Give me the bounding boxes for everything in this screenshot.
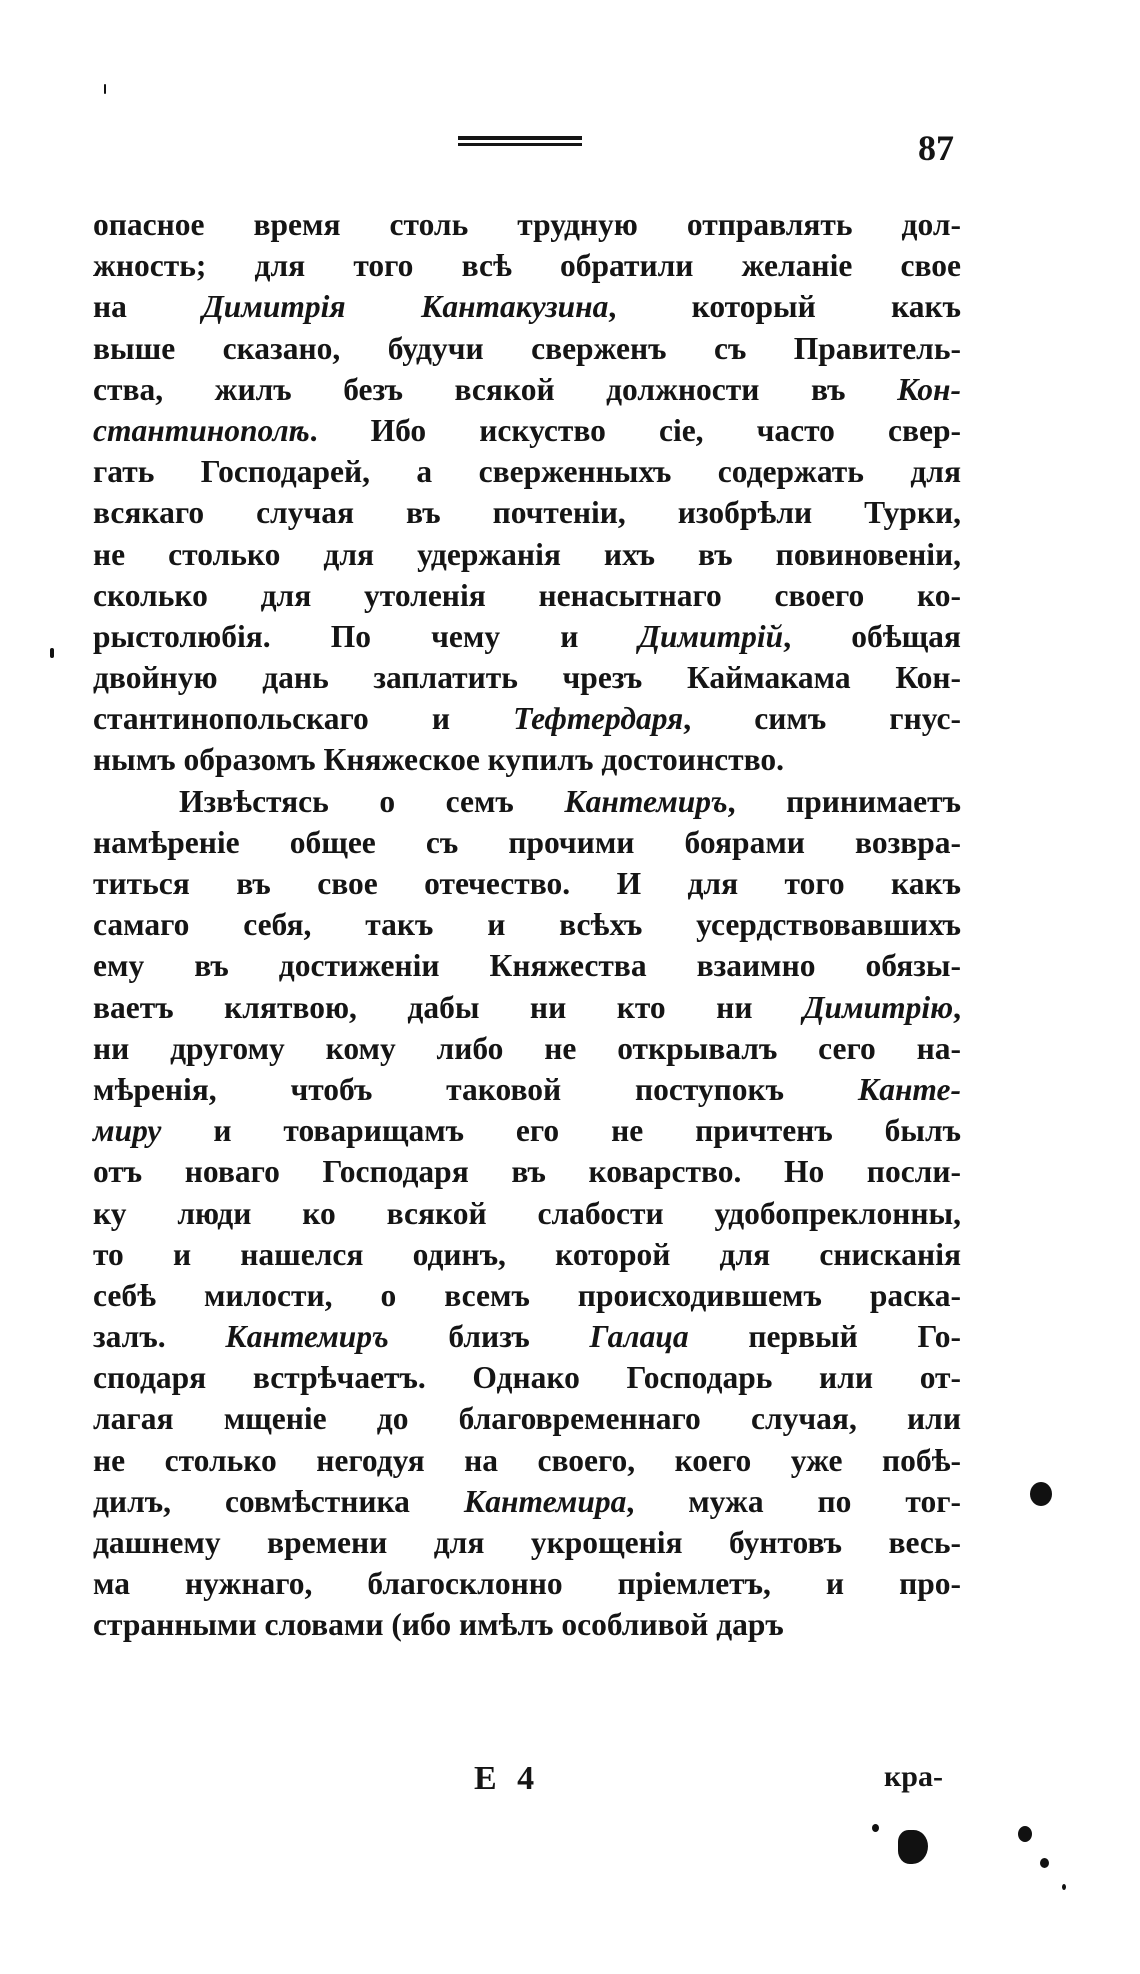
ink-speck [104,84,106,94]
text-run: первый Го- [688,1319,962,1355]
text-line [93,1604,961,1645]
italic-name: Кантемиръ [564,783,728,819]
text-run: . Ибо искуство сiе, часто свер- [309,412,961,448]
text-run: ему въ достиженiи Княжества взаимно обязы- [93,948,961,984]
text-run: не столько для удержанiя ихъ въ повиновенiи, [93,536,961,572]
text-line [93,1151,961,1192]
text-line [93,1357,961,1398]
text-line [93,245,961,286]
text-run: двойную дань заплатить чрезъ Каймакама Кон- [93,660,961,696]
text-run: стантинопольскаго и [93,701,514,737]
text-line [93,1234,961,1275]
italic-name: Кон- [897,371,961,407]
text-line [93,945,961,986]
italic-name: Галаца [589,1319,689,1355]
text-run: залъ. [93,1319,226,1355]
text-run: , обѣщая [783,618,961,654]
text-line [93,1522,961,1563]
text-line [93,1481,961,1522]
text-run: дилъ, совмѣстника [93,1483,464,1519]
text-line [93,822,961,863]
ink-blot [1040,1858,1049,1868]
text-run: на [93,289,203,325]
text-line [93,987,961,1028]
text-run: близъ [388,1319,590,1355]
italic-name: Кантемиръ [225,1319,389,1355]
text-line [93,616,961,657]
catchword: кра- [884,1760,943,1793]
ink-blot [1018,1826,1032,1842]
italic-name: стантинополѣ [93,412,310,448]
text-run: рыстолюбiя. По чему и [93,618,639,654]
text-line [93,204,961,245]
text-line [93,698,961,739]
ink-blot [1062,1884,1066,1890]
text-run: дашнему времени для укрощенiя бунтовъ весь- [93,1525,961,1560]
text-line [93,904,961,945]
text-run: отъ новаго Господаря въ коварство. Но посли- [93,1154,961,1190]
text-line [93,451,961,492]
text-line [93,1563,961,1604]
text-run: и товарищамъ его не причтенъ былъ [161,1113,961,1149]
text-run: , мужа по тог- [626,1483,961,1519]
text-run: опасное время столь трудную отправлять дол- [93,207,961,242]
text-line [93,1398,961,1439]
text-line [93,369,961,410]
text-run: жность; для того всѣ обратили желанiе свое [93,248,961,284]
header-rule [458,136,582,150]
ink-blot [872,1824,879,1832]
text-run: , симъ гнус- [683,701,961,737]
ink-blot [1030,1482,1052,1506]
text-line [93,781,961,822]
text-line [93,410,961,451]
text-run: лагая мщенiе до благовременнаго случая, или [93,1401,961,1437]
italic-name: Димитрiя Кантакузина [202,289,609,325]
text-run: самаго себя, такъ и всѣхъ усердствовавшихъ [93,907,961,943]
italic-name: Кантемира [463,1483,627,1519]
signature-mark: E 4 [474,1760,541,1797]
text-line [93,657,961,698]
text-run: намѣренiе общее съ прочими боярами возвра- [93,824,961,860]
text-run: то и нашелся одинъ, которой для снисканiя [93,1236,961,1272]
italic-name: миру [93,1113,162,1149]
text-run: Извѣстясь о семъ [179,783,565,819]
italic-name: Димитрiй [638,618,784,654]
italic-name: Канте- [857,1071,961,1107]
text-run: , который какъ [608,289,962,325]
text-line [93,1193,961,1234]
text-run: сподаря встрѣчаетъ. Однако Господарь или от- [93,1360,961,1396]
text-line [93,492,961,533]
ink-speck [50,648,54,658]
text-run: титься въ свое отечество. И для того какъ [93,866,961,901]
text-run: ни другому кому либо не открывалъ сего на- [93,1030,961,1066]
text-line [93,739,961,780]
text-run: нымъ образомъ Княжеское купилъ достоинство. [93,742,784,778]
text-line [93,575,961,616]
italic-name: Тефтердаря [513,701,684,737]
text-run: сколько для утоленiя ненасытнаго своего ко- [93,577,961,613]
text-run: , [953,989,961,1025]
text-line [93,534,961,575]
text-run: всякаго случая въ почтенiи, изобрѣли Турки, [93,495,961,531]
ink-blot [898,1830,928,1864]
text-run: ма нужнаго, благосклонно прiемлетъ, и про- [93,1566,961,1602]
text-line [93,328,961,369]
text-run: ваетъ клятвою, дабы ни кто ни [93,989,803,1025]
text-line [93,863,961,904]
text-run: , принимаетъ [727,783,961,819]
text-run: гать Господарей, а сверженныхъ содержать для [93,454,961,490]
text-line [93,1110,961,1151]
text-line [93,1440,961,1481]
text-run: ства, жилъ безъ всякой должности въ [93,371,898,407]
text-run: себѣ милости, о всемъ происходившемъ раска- [93,1277,961,1313]
text-line [93,1028,961,1069]
text-run: мѣренiя, чтобъ таковой поступокъ [93,1071,858,1107]
text-line [93,1316,961,1357]
text-line [93,1069,961,1110]
italic-name: Димитрiю [802,989,954,1025]
body-text [93,204,961,1646]
page-number: 87 [918,128,954,168]
text-line [93,286,961,327]
text-run: выше сказано, будучи сверженъ съ Правитель- [93,330,961,366]
text-run: не столько негодуя на своего, коего уже побѣ- [93,1442,961,1478]
text-line [93,1275,961,1316]
text-run: странными словами (ибо имѣлъ особливой даръ [93,1607,784,1643]
text-run: ку люди ко всякой слабости удобопреклонны, [93,1195,961,1231]
